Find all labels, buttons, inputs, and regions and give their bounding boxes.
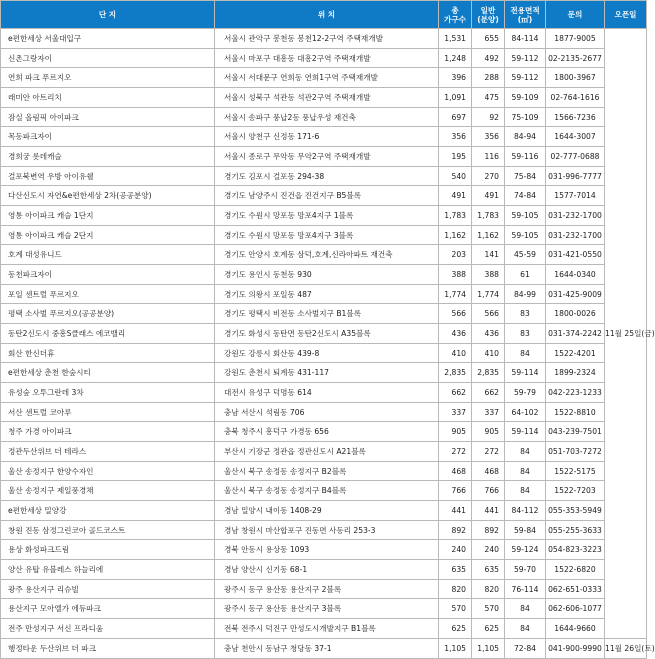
contact-number: 051-703-7272 bbox=[546, 442, 605, 462]
table-row bbox=[1, 599, 647, 619]
total-units: 697 bbox=[439, 107, 472, 127]
table-row bbox=[1, 442, 647, 462]
contact-number: 1899-2324 bbox=[546, 363, 605, 383]
total-units: 441 bbox=[439, 501, 472, 521]
exclusive-area: 84-114 bbox=[505, 29, 546, 49]
general-supply: 240 bbox=[472, 540, 505, 560]
apartment-location: 서울시 마포구 대흥동 대흥2구역 주택재개발 bbox=[215, 48, 439, 68]
apartment-location: 경기도 평택시 비전동 소사벌지구 B1블록 bbox=[215, 304, 439, 324]
table-row bbox=[1, 48, 647, 68]
general-supply: 116 bbox=[472, 147, 505, 167]
general-supply: 441 bbox=[472, 501, 505, 521]
table-row bbox=[1, 461, 647, 481]
open-date-group-b: 11월 26일(토) bbox=[605, 638, 647, 658]
exclusive-area: 61 bbox=[505, 265, 546, 285]
apartment-name: 행정타운 두산위브 더 파크 bbox=[1, 638, 215, 658]
general-supply: 892 bbox=[472, 520, 505, 540]
apartment-name: e편한세상 서울대입구 bbox=[1, 29, 215, 49]
total-units: 566 bbox=[439, 304, 472, 324]
header-area: 전용면적 (㎡) bbox=[505, 1, 546, 29]
exclusive-area: 84 bbox=[505, 442, 546, 462]
apartment-location: 경기도 의왕시 포일동 487 bbox=[215, 284, 439, 304]
apartment-name: e편한세상 밀양강 bbox=[1, 501, 215, 521]
general-supply: 905 bbox=[472, 422, 505, 442]
apartment-location: 경남 밀양시 내이동 1408-29 bbox=[215, 501, 439, 521]
contact-number: 1566-7236 bbox=[546, 107, 605, 127]
contact-number: 02-764-1616 bbox=[546, 88, 605, 108]
apartment-location: 서울시 서대문구 연희동 연희1구역 주택재개발 bbox=[215, 68, 439, 88]
exclusive-area: 59-116 bbox=[505, 147, 546, 167]
apartment-name: 광주 용산지구 리슈빌 bbox=[1, 579, 215, 599]
total-units: 540 bbox=[439, 166, 472, 186]
contact-number: 031-232-1700 bbox=[546, 206, 605, 226]
apartment-name: 서산 센트럴 코아루 bbox=[1, 402, 215, 422]
table-row bbox=[1, 324, 647, 344]
contact-number: 031-425-9009 bbox=[546, 284, 605, 304]
exclusive-area: 76-114 bbox=[505, 579, 546, 599]
table-row bbox=[1, 560, 647, 580]
apartment-name: 걸포북변역 우방 아이유쉘 bbox=[1, 166, 215, 186]
contact-number: 054-823-3223 bbox=[546, 540, 605, 560]
header-total-units: 총 가구수 bbox=[439, 1, 472, 29]
contact-number: 031-232-1700 bbox=[546, 225, 605, 245]
apartment-location: 울산시 북구 송정동 송정지구 B4블록 bbox=[215, 481, 439, 501]
apartment-name: 호계 대성유니드 bbox=[1, 245, 215, 265]
table-row bbox=[1, 343, 647, 363]
table-row bbox=[1, 127, 647, 147]
apartment-location: 경남 창원시 마산합포구 진동면 사동리 253-3 bbox=[215, 520, 439, 540]
exclusive-area: 64-102 bbox=[505, 402, 546, 422]
total-units: 468 bbox=[439, 461, 472, 481]
table-row bbox=[1, 186, 647, 206]
apartment-name: 창원 진동 삼정그린코아 골드코스트 bbox=[1, 520, 215, 540]
general-supply: 491 bbox=[472, 186, 505, 206]
total-units: 436 bbox=[439, 324, 472, 344]
table-row bbox=[1, 402, 647, 422]
total-units: 1,531 bbox=[439, 29, 472, 49]
exclusive-area: 84 bbox=[505, 461, 546, 481]
exclusive-area: 59-105 bbox=[505, 206, 546, 226]
general-supply: 270 bbox=[472, 166, 505, 186]
apartment-location: 서울시 종로구 무악동 무악2구역 주택재개발 bbox=[215, 147, 439, 167]
apartment-location: 강원도 춘천시 퇴계동 431-117 bbox=[215, 363, 439, 383]
apartment-location: 서울시 관악구 봉천동 봉천12-2구역 주택재개발 bbox=[215, 29, 439, 49]
table-row bbox=[1, 88, 647, 108]
contact-number: 1877-9005 bbox=[546, 29, 605, 49]
header-row bbox=[1, 1, 647, 29]
table-row bbox=[1, 422, 647, 442]
table-row bbox=[1, 520, 647, 540]
contact-number: 062-606-1077 bbox=[546, 599, 605, 619]
exclusive-area: 83 bbox=[505, 304, 546, 324]
general-supply: 655 bbox=[472, 29, 505, 49]
general-supply: 2,835 bbox=[472, 363, 505, 383]
contact-number: 1800-3967 bbox=[546, 68, 605, 88]
table-row bbox=[1, 107, 647, 127]
exclusive-area: 59-112 bbox=[505, 48, 546, 68]
apartment-location: 서울시 성북구 석관동 석관2구역 주택재개발 bbox=[215, 88, 439, 108]
general-supply: 766 bbox=[472, 481, 505, 501]
apartment-location: 광주시 동구 용산동 용산지구 3블록 bbox=[215, 599, 439, 619]
table-row bbox=[1, 245, 647, 265]
apartment-name: 울산 송정지구 한양수자인 bbox=[1, 461, 215, 481]
table-row bbox=[1, 284, 647, 304]
header-name: 단 지 bbox=[1, 1, 215, 29]
total-units: 766 bbox=[439, 481, 472, 501]
apartment-location: 충남 서산시 석림동 706 bbox=[215, 402, 439, 422]
apartment-location: 경남 양산시 신기동 68-1 bbox=[215, 560, 439, 580]
table-row bbox=[1, 304, 647, 324]
contact-number: 042-223-1233 bbox=[546, 383, 605, 403]
apartment-name: 포일 센트럴 푸르지오 bbox=[1, 284, 215, 304]
total-units: 203 bbox=[439, 245, 472, 265]
exclusive-area: 72-84 bbox=[505, 638, 546, 658]
table-row bbox=[1, 540, 647, 560]
apartment-name: 양산 유탑 유블레스 하늘리에 bbox=[1, 560, 215, 580]
table-row bbox=[1, 68, 647, 88]
general-supply: 141 bbox=[472, 245, 505, 265]
apartment-name: 경희궁 롯데캐슬 bbox=[1, 147, 215, 167]
apartment-name: 정관두산위브 더 테라스 bbox=[1, 442, 215, 462]
exclusive-area: 45-59 bbox=[505, 245, 546, 265]
contact-number: 1644-0340 bbox=[546, 265, 605, 285]
contact-number: 1522-7203 bbox=[546, 481, 605, 501]
exclusive-area: 59-70 bbox=[505, 560, 546, 580]
apartment-name: 영통 아이파크 캐슬 1단지 bbox=[1, 206, 215, 226]
apartment-location: 경기도 안양시 호계동 삼덕,호계,신라아파트 재건축 bbox=[215, 245, 439, 265]
contact-number: 031-374-2242 bbox=[546, 324, 605, 344]
total-units: 337 bbox=[439, 402, 472, 422]
exclusive-area: 84-112 bbox=[505, 501, 546, 521]
contact-number: 1522-8810 bbox=[546, 402, 605, 422]
general-supply: 337 bbox=[472, 402, 505, 422]
apartment-location: 강원도 강릉시 회산동 439-8 bbox=[215, 343, 439, 363]
apartment-name: 연희 파크 푸르지오 bbox=[1, 68, 215, 88]
apartment-location: 울산시 북구 송정동 송정지구 B2블록 bbox=[215, 461, 439, 481]
apartment-name: 래미안 아트리치 bbox=[1, 88, 215, 108]
apartment-location: 경기도 용인시 동천동 930 bbox=[215, 265, 439, 285]
apartment-name: 울산 송정지구 제일풍경채 bbox=[1, 481, 215, 501]
exclusive-area: 84 bbox=[505, 619, 546, 639]
general-supply: 635 bbox=[472, 560, 505, 580]
apartment-name: 용산지구 모아엘가 에듀파크 bbox=[1, 599, 215, 619]
table-row bbox=[1, 383, 647, 403]
contact-number: 055-353-5949 bbox=[546, 501, 605, 521]
total-units: 272 bbox=[439, 442, 472, 462]
general-supply: 1,105 bbox=[472, 638, 505, 658]
apartment-location: 경기도 화성시 동탄면 동탄2신도시 A35블록 bbox=[215, 324, 439, 344]
general-supply: 410 bbox=[472, 343, 505, 363]
exclusive-area: 84-99 bbox=[505, 284, 546, 304]
general-supply: 1,162 bbox=[472, 225, 505, 245]
apartment-name: 신촌그랑자이 bbox=[1, 48, 215, 68]
exclusive-area: 59-124 bbox=[505, 540, 546, 560]
apartment-location: 충북 청주시 흥덕구 가경동 656 bbox=[215, 422, 439, 442]
total-units: 491 bbox=[439, 186, 472, 206]
total-units: 1,248 bbox=[439, 48, 472, 68]
exclusive-area: 59-114 bbox=[505, 363, 546, 383]
exclusive-area: 84 bbox=[505, 599, 546, 619]
total-units: 396 bbox=[439, 68, 472, 88]
general-supply: 625 bbox=[472, 619, 505, 639]
apartment-name: 동탄2신도시 중흥S클래스 에코밸리 bbox=[1, 324, 215, 344]
table-row bbox=[1, 481, 647, 501]
table-row bbox=[1, 501, 647, 521]
total-units: 892 bbox=[439, 520, 472, 540]
general-supply: 388 bbox=[472, 265, 505, 285]
contact-number: 02-777-0688 bbox=[546, 147, 605, 167]
apartment-location: 광주시 동구 용산동 용산지구 2블록 bbox=[215, 579, 439, 599]
apartment-location: 전북 전주시 덕진구 만성도시개발지구 B1블록 bbox=[215, 619, 439, 639]
exclusive-area: 59-79 bbox=[505, 383, 546, 403]
table-row bbox=[1, 147, 647, 167]
header-location: 위 치 bbox=[215, 1, 439, 29]
apartment-name: 동천파크자이 bbox=[1, 265, 215, 285]
contact-number: 1644-9660 bbox=[546, 619, 605, 639]
general-supply: 1,774 bbox=[472, 284, 505, 304]
exclusive-area: 84 bbox=[505, 481, 546, 501]
contact-number: 031-421-0550 bbox=[546, 245, 605, 265]
total-units: 1,105 bbox=[439, 638, 472, 658]
contact-number: 1522-5175 bbox=[546, 461, 605, 481]
general-supply: 436 bbox=[472, 324, 505, 344]
table-row bbox=[1, 29, 647, 49]
general-supply: 475 bbox=[472, 88, 505, 108]
general-supply: 468 bbox=[472, 461, 505, 481]
apartment-location: 충남 천안시 동남구 청당동 37-1 bbox=[215, 638, 439, 658]
contact-number: 02-2135-2677 bbox=[546, 48, 605, 68]
total-units: 1,091 bbox=[439, 88, 472, 108]
exclusive-area: 75-109 bbox=[505, 107, 546, 127]
apartment-name: 영통 아이파크 캐슬 2단지 bbox=[1, 225, 215, 245]
contact-number: 062-651-0333 bbox=[546, 579, 605, 599]
total-units: 1,783 bbox=[439, 206, 472, 226]
total-units: 195 bbox=[439, 147, 472, 167]
exclusive-area: 59-114 bbox=[505, 422, 546, 442]
exclusive-area: 59-112 bbox=[505, 68, 546, 88]
total-units: 1,162 bbox=[439, 225, 472, 245]
total-units: 625 bbox=[439, 619, 472, 639]
general-supply: 662 bbox=[472, 383, 505, 403]
contact-number: 041-900-9990 bbox=[546, 638, 605, 658]
exclusive-area: 74-84 bbox=[505, 186, 546, 206]
general-supply: 288 bbox=[472, 68, 505, 88]
table-row bbox=[1, 265, 647, 285]
contact-number: 055-255-3633 bbox=[546, 520, 605, 540]
total-units: 570 bbox=[439, 599, 472, 619]
apartment-name: 회산 한신더휴 bbox=[1, 343, 215, 363]
total-units: 1,774 bbox=[439, 284, 472, 304]
apartment-name: e편한세상 춘천 한숲시티 bbox=[1, 363, 215, 383]
contact-number: 1577-7014 bbox=[546, 186, 605, 206]
table-row bbox=[1, 225, 647, 245]
open-date-group-a: 11월 25일(금) bbox=[605, 29, 647, 639]
table-row bbox=[1, 363, 647, 383]
general-supply: 492 bbox=[472, 48, 505, 68]
exclusive-area: 84-94 bbox=[505, 127, 546, 147]
table-row bbox=[1, 638, 647, 658]
general-supply: 356 bbox=[472, 127, 505, 147]
total-units: 240 bbox=[439, 540, 472, 560]
table-row bbox=[1, 166, 647, 186]
header-contact: 문의 bbox=[546, 1, 605, 29]
contact-number: 1522-4201 bbox=[546, 343, 605, 363]
apartment-name: 용상 화성파크드림 bbox=[1, 540, 215, 560]
total-units: 905 bbox=[439, 422, 472, 442]
general-supply: 272 bbox=[472, 442, 505, 462]
contact-number: 1644-3007 bbox=[546, 127, 605, 147]
total-units: 388 bbox=[439, 265, 472, 285]
general-supply: 820 bbox=[472, 579, 505, 599]
general-supply: 566 bbox=[472, 304, 505, 324]
exclusive-area: 59-84 bbox=[505, 520, 546, 540]
general-supply: 1,783 bbox=[472, 206, 505, 226]
apartment-name: 잠실 올림픽 아이파크 bbox=[1, 107, 215, 127]
general-supply: 570 bbox=[472, 599, 505, 619]
apartment-location: 경북 안동시 용상동 1093 bbox=[215, 540, 439, 560]
contact-number: 043-239-7501 bbox=[546, 422, 605, 442]
exclusive-area: 59-105 bbox=[505, 225, 546, 245]
total-units: 356 bbox=[439, 127, 472, 147]
exclusive-area: 83 bbox=[505, 324, 546, 344]
apartment-location: 경기도 수원시 망포동 망포4지구 3블록 bbox=[215, 225, 439, 245]
total-units: 820 bbox=[439, 579, 472, 599]
apartment-location: 대전시 유성구 덕명동 614 bbox=[215, 383, 439, 403]
general-supply: 92 bbox=[472, 107, 505, 127]
apartment-location: 부산시 기장군 정관읍 정관신도시 A21블록 bbox=[215, 442, 439, 462]
apartment-name: 평택 소사벌 푸르지오(공공분양) bbox=[1, 304, 215, 324]
header-open-date: 오픈일 bbox=[605, 1, 647, 29]
apartment-name: 전주 만성지구 서신 프라디움 bbox=[1, 619, 215, 639]
apartment-location: 경기도 수원시 망포동 망포4지구 1블록 bbox=[215, 206, 439, 226]
total-units: 410 bbox=[439, 343, 472, 363]
apartment-location: 경기도 남양주시 진건읍 진건지구 B5블록 bbox=[215, 186, 439, 206]
header-general-supply: 일반 (분양) bbox=[472, 1, 505, 29]
total-units: 662 bbox=[439, 383, 472, 403]
table-row bbox=[1, 619, 647, 639]
apartment-location: 경기도 김포시 걸포동 294-38 bbox=[215, 166, 439, 186]
total-units: 2,835 bbox=[439, 363, 472, 383]
contact-number: 031-996-7777 bbox=[546, 166, 605, 186]
exclusive-area: 84 bbox=[505, 343, 546, 363]
apartment-location: 서울시 양천구 신정동 171-6 bbox=[215, 127, 439, 147]
apartment-name: 목동파크자이 bbox=[1, 127, 215, 147]
exclusive-area: 59-109 bbox=[505, 88, 546, 108]
apartment-name: 유성숲 오투그란데 3차 bbox=[1, 383, 215, 403]
apartment-name: 청주 가경 아이파크 bbox=[1, 422, 215, 442]
contact-number: 1522-6820 bbox=[546, 560, 605, 580]
contact-number: 1800-0026 bbox=[546, 304, 605, 324]
total-units: 635 bbox=[439, 560, 472, 580]
apartment-location: 서울시 송파구 풍납2동 풍납우성 재건축 bbox=[215, 107, 439, 127]
exclusive-area: 75-84 bbox=[505, 166, 546, 186]
table-row bbox=[1, 579, 647, 599]
apartment-name: 다산신도시 자연&e편한세상 2차(공공분양) bbox=[1, 186, 215, 206]
table-row bbox=[1, 206, 647, 226]
